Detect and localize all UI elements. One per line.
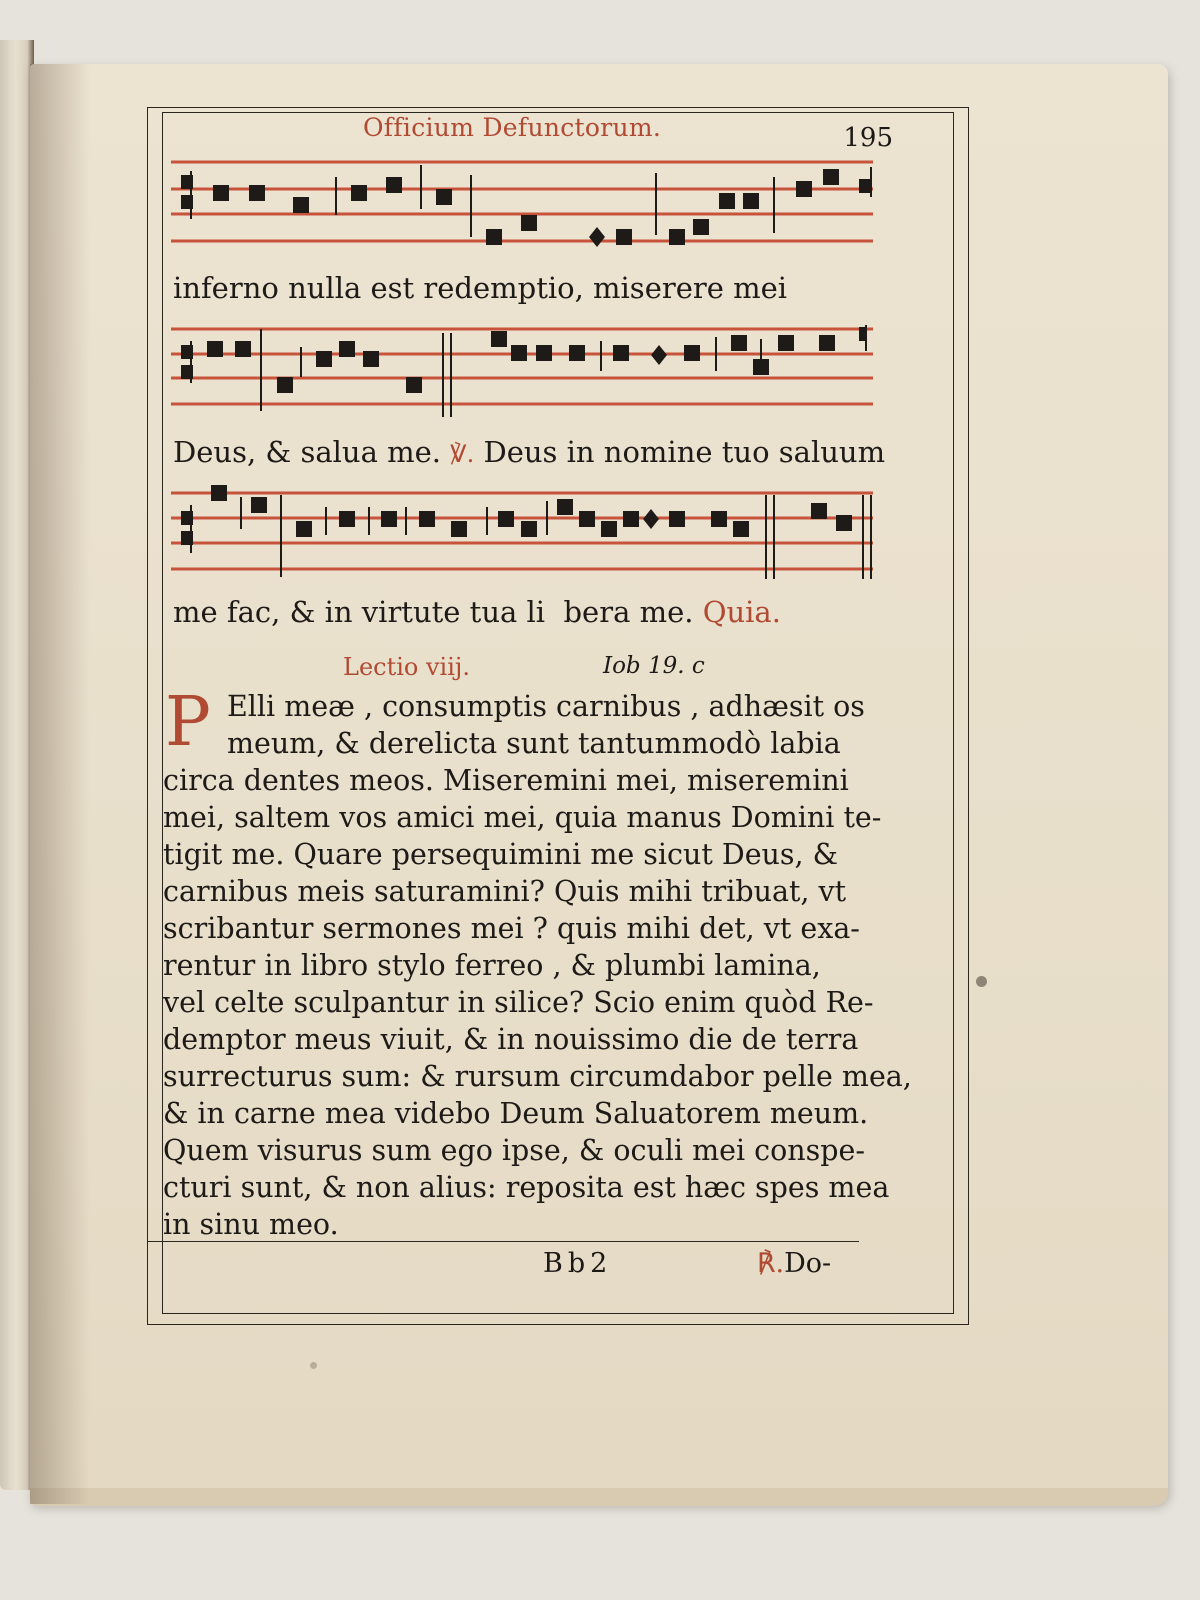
text-line: scribantur sermones mei ? quis mihi det, vt exa- [163,912,860,945]
catchword-text: Do- [784,1248,832,1279]
text-line: circa dentes meos. Miseremini mei, miseremini [163,764,849,797]
text-line: mei, saltem vos amici mei, quia manus Domini te- [163,801,882,834]
decorated-initial: P [165,683,211,762]
text-line: surrecturus sum: & rursum circumdabor pelle mea, [163,1060,912,1093]
text-line: rentur in libro stylo ferreo , & plumbi lamina, [163,949,821,982]
ink-spot [310,1362,317,1369]
response-symbol: ℟. [757,1248,785,1279]
lesson-title: Lectio viij. [343,653,470,681]
catchword [757,1248,831,1279]
chant-lyric-line: inferno nulla est redemptio, miserere mei [173,271,788,305]
lesson-body [163,683,912,1243]
lyric-text: Deus, & salua me. [173,435,441,469]
chant-lyric-line [173,435,886,469]
text-line: meum, & derelicta sunt tantummodò labia [227,727,841,760]
text-line: Quem visurus sum ego ipse, & oculi mei conspe- [163,1134,865,1167]
gutter-shadow [30,64,90,1504]
footer-rule [147,1241,859,1242]
lesson-heading [163,653,953,693]
ink-spot [976,976,987,987]
chant-staff [171,485,873,585]
running-title: Officium Defunctorum. [363,113,662,142]
text-line: in sinu meo. [163,1208,339,1241]
chant-staff [171,321,873,421]
printed-text-block [162,112,954,1314]
text-line: & in carne mea videbo Deum Saluatorem meum. [163,1097,869,1130]
text-line: carnibus meis saturamini? Quis mihi tribuat, vt [163,875,847,908]
text-line: cturi sunt, & non alius: reposita est hæc spes mea [163,1171,890,1204]
lyric-text: Deus in nomine tuo saluum [483,435,886,469]
signature-mark: Bb2 [543,1248,613,1279]
text-line: tigit me. Quare persequimini me sicut Deus, & [163,838,839,871]
text-line: Elli meæ , consumptis carnibus , adhæsit os [227,690,865,723]
scripture-reference: Iob 19. c [603,653,705,679]
book-binding [0,40,34,1490]
text-line: demptor meus viuit, & in nouissimo die de terra [163,1023,859,1056]
lyric-text: me fac, & in virtute tua li bera me. [173,595,694,629]
rubric-cue: Quia. [702,595,781,629]
versicle-symbol: ℣. [450,440,475,468]
chant-lyric-line [173,595,878,629]
page-number: 195 [843,123,893,153]
page-edge [30,1488,1168,1506]
text-line: vel celte sculpantur in silice? Scio enim quòd Re- [163,986,874,1019]
chant-staff [171,157,873,257]
